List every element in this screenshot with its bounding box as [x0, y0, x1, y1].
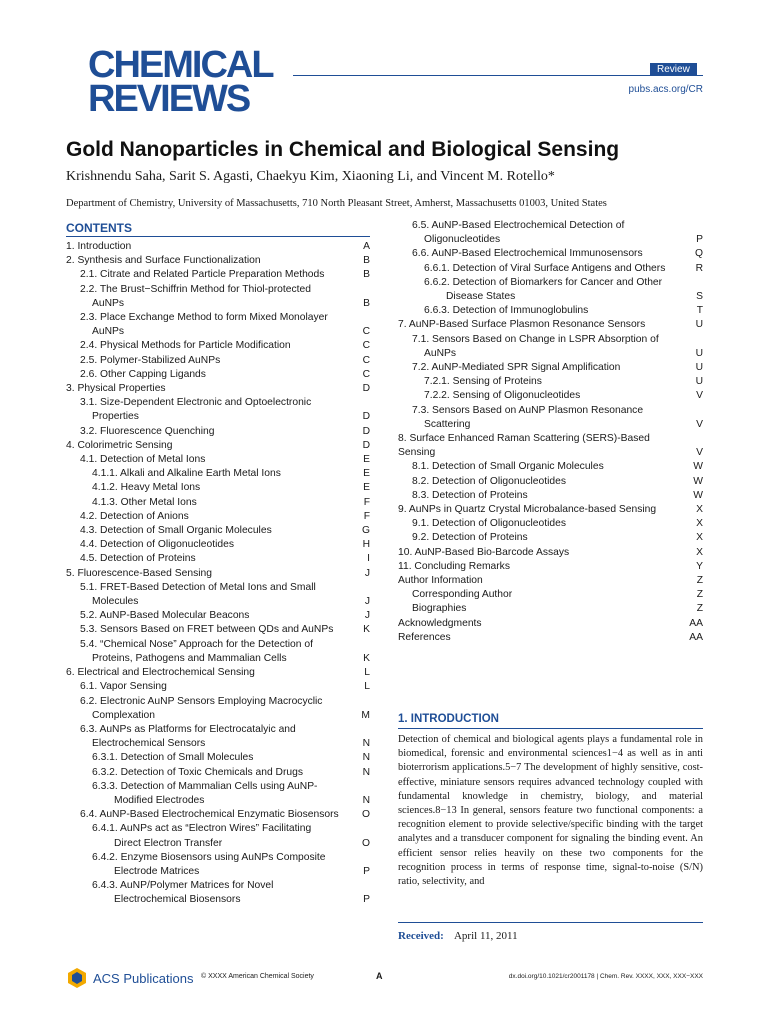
toc-entry[interactable] — [398, 617, 703, 631]
toc-entry-page: F — [363, 510, 370, 522]
received-date: April 11, 2011 — [453, 930, 518, 942]
toc-entry-page: AA — [689, 617, 703, 629]
toc-entry[interactable] — [66, 581, 370, 609]
toc-left-column — [66, 240, 370, 908]
journal-url[interactable]: pubs.acs.org/CR — [628, 84, 703, 95]
article-title: Gold Nanoparticles in Chemical and Biological Sensing — [66, 138, 620, 161]
toc-entry-title: 2.3. Place Exchange Method to form Mixed Monolayer AuNPs — [80, 312, 328, 338]
toc-entry-page: E — [363, 482, 370, 494]
toc-entry[interactable] — [398, 219, 703, 247]
toc-entry-title: 6.3. AuNPs as Platforms for Electrocatalyic and Electrochemical Sensors — [80, 723, 296, 750]
toc-entry-page: O — [361, 837, 370, 849]
toc-entry-page: I — [367, 553, 370, 565]
toc-entry-page: C — [362, 368, 370, 380]
doi-citation[interactable]: dx.doi.org/10.1021/cr2001178 | Chem. Rev. XXXX, XXX, XXX−XXX — [508, 973, 703, 980]
toc-entry-page: U — [695, 347, 703, 359]
toc-entry-title: 2.4. Physical Methods for Particle Modification — [80, 340, 291, 352]
toc-entry-title: 6.6.1. Detection of Viral Surface Antigens and Others — [424, 262, 666, 274]
toc-entry-title: 3.2. Fluorescence Quenching — [80, 425, 215, 437]
toc-entry-title: 9. AuNPs in Quartz Crystal Microbalance-based Sensing — [398, 504, 657, 516]
received-line — [398, 930, 518, 942]
toc-entry-title: 2.6. Other Capping Ligands — [80, 368, 206, 380]
toc-entry-title: Biographies — [412, 603, 467, 615]
toc-entry[interactable] — [398, 304, 703, 318]
toc-entry[interactable] — [66, 354, 370, 368]
toc-entry-page: P — [696, 234, 703, 246]
toc-entry[interactable] — [66, 481, 370, 495]
toc-entry[interactable] — [66, 453, 370, 467]
toc-entry-page: AA — [689, 631, 703, 643]
toc-entry-title: 4.1. Detection of Metal Ions — [80, 454, 206, 466]
toc-entry[interactable] — [66, 283, 370, 311]
copyright: © XXXX American Chemical Society — [201, 973, 314, 980]
toc-entry[interactable] — [66, 524, 370, 538]
toc-entry-page: D — [362, 425, 370, 437]
toc-entry-page: G — [361, 525, 370, 537]
toc-entry-title: 11. Concluding Remarks — [398, 560, 510, 572]
toc-entry[interactable] — [398, 631, 703, 645]
toc-entry-title: 5.1. FRET-Based Detection of Metal Ions and Small Molecules — [80, 581, 316, 608]
toc-entry-title: 4.1.2. Heavy Metal Ions — [92, 482, 201, 494]
toc-entry[interactable] — [66, 240, 370, 254]
toc-entry[interactable] — [66, 780, 370, 808]
toc-entry[interactable] — [66, 680, 370, 694]
toc-entry-page: P — [363, 894, 370, 906]
toc-entry-page: M — [361, 709, 370, 721]
toc-entry-page: S — [696, 291, 703, 303]
toc-entry[interactable] — [398, 361, 703, 375]
page-footer — [66, 966, 703, 990]
acs-hexagon-icon — [66, 967, 88, 989]
toc-entry[interactable] — [66, 396, 370, 424]
toc-entry-title: 8.1. Detection of Small Organic Molecules — [412, 461, 604, 473]
toc-entry[interactable] — [66, 311, 370, 339]
toc-entry-page: C — [362, 326, 370, 338]
toc-entry[interactable] — [398, 318, 703, 332]
review-badge: Review — [650, 63, 697, 76]
toc-entry-page: J — [364, 567, 370, 579]
toc-entry-title: 2.1. Citrate and Related Particle Preparation Methods — [80, 269, 325, 281]
toc-entry[interactable] — [66, 467, 370, 481]
received-label: Received: — [398, 930, 444, 942]
toc-entry[interactable] — [398, 389, 703, 403]
toc-entry-page: J — [364, 610, 370, 622]
toc-entry-page: N — [362, 766, 370, 778]
introduction-body: Detection of chemical and biological agents plays a fundamental role in biomedical, forensic and environmental sciences1−4 as well as in anti bioterrorism applications.5−7 The development of highly sensitive, cost-effective, miniature sensors requires advanced technology coupled with fundamental knowledge in chemistry, biology, and material sciences.8−13 In general, sensors feature two functional components: a recognition element to provide selective/specific binding with the target analytes and a transducer component for signaling the binding event. An efficient sensor relies heavily on these two components for the recognition process in terms of response time, signal-to-noise (S/N) ratio, selectivity, and — [398, 734, 703, 888]
toc-entry-page: Q — [694, 248, 703, 260]
toc-entry-page: Z — [696, 589, 703, 601]
toc-entry-page: K — [363, 652, 370, 664]
toc-entry-title: 7.2.1. Sensing of Proteins — [424, 376, 542, 388]
toc-entry[interactable] — [398, 404, 703, 432]
toc-entry-title: 9.2. Detection of Proteins — [412, 532, 528, 544]
toc-entry-page: Z — [696, 575, 703, 587]
toc-entry[interactable] — [398, 517, 703, 531]
toc-entry-page: W — [693, 461, 703, 473]
toc-entry[interactable] — [66, 425, 370, 439]
toc-entry-page: U — [695, 376, 703, 388]
toc-entry-title: 8.2. Detection of Oligonucleotides — [412, 475, 566, 487]
received-rule — [398, 922, 703, 923]
toc-entry[interactable] — [66, 609, 370, 623]
toc-entry[interactable] — [398, 262, 703, 276]
toc-entry-title: 4.4. Detection of Oligonucleotides — [80, 539, 234, 551]
affiliation: Department of Chemistry, University of Massachusetts, 710 North Pleasant Street, Amherst, Massachusetts 01003, United States — [66, 198, 607, 209]
toc-entry-page: E — [363, 454, 370, 466]
logo-line-2: REVIEWS — [88, 78, 250, 120]
toc-entry[interactable] — [66, 538, 370, 552]
toc-entry-title: 6.6.2. Detection of Biomarkers for Cancer and Other Disease States — [424, 276, 663, 303]
toc-entry-title: 10. AuNP-Based Bio-Barcode Assays — [398, 546, 570, 558]
toc-entry-title: 6. Electrical and Electrochemical Sensing — [66, 667, 255, 679]
toc-entry-title: 9.1. Detection of Oligonucleotides — [412, 518, 566, 530]
toc-entry[interactable] — [398, 333, 703, 361]
toc-entry[interactable] — [66, 623, 370, 637]
toc-entry-page: Z — [696, 603, 703, 615]
toc-entry-title: 3. Physical Properties — [66, 383, 166, 395]
toc-entry-page: W — [693, 489, 703, 501]
toc-entry-title: 3.1. Size-Dependent Electronic and Optoelectronic Properties — [80, 397, 312, 423]
toc-entry-title: Corresponding Author — [412, 589, 513, 601]
toc-entry-page: V — [696, 390, 703, 402]
toc-entry-title: 2. Synthesis and Surface Functionalization — [66, 255, 261, 267]
toc-entry-title: 4.2. Detection of Anions — [80, 510, 189, 522]
toc-entry-page: U — [695, 319, 703, 331]
toc-entry[interactable] — [398, 475, 703, 489]
toc-entry[interactable] — [398, 588, 703, 602]
toc-entry-page: T — [696, 305, 703, 317]
toc-entry[interactable] — [398, 460, 703, 474]
toc-entry-title: 6.4. AuNP-Based Electrochemical Enzymatic Biosensors — [80, 809, 339, 821]
toc-entry-title: 6.5. AuNP-Based Electrochemical Detection of Oligonucleotides — [412, 220, 625, 246]
toc-entry[interactable] — [398, 560, 703, 574]
toc-entry-page: B — [363, 269, 370, 281]
toc-entry[interactable] — [398, 247, 703, 261]
toc-entry-title: 2.2. The Brust−Schiffrin Method for Thiol-protected AuNPs — [80, 283, 311, 309]
toc-entry-title: 7.2. AuNP-Mediated SPR Signal Amplification — [412, 362, 621, 374]
toc-entry-page: W — [693, 475, 703, 487]
toc-entry[interactable] — [66, 766, 370, 780]
toc-entry[interactable] — [398, 503, 703, 517]
toc-entry-page: N — [362, 752, 370, 764]
toc-entry-title: 6.3.3. Detection of Mammalian Cells using AuNP-Modified Electrodes — [92, 780, 318, 806]
toc-entry[interactable] — [66, 439, 370, 453]
toc-entry-title: 6.4.2. Enzyme Biosensors using AuNPs Composite Electrode Matrices — [92, 851, 326, 877]
toc-right-column — [398, 219, 703, 645]
toc-entry-page: D — [362, 411, 370, 423]
toc-entry-title: 6.3.1. Detection of Small Molecules — [92, 752, 254, 764]
contents-heading: CONTENTS — [66, 221, 132, 235]
toc-entry[interactable] — [66, 567, 370, 581]
toc-entry-title: 6.1. Vapor Sensing — [80, 681, 167, 693]
logo-line-1: CHEMICAL — [88, 44, 273, 86]
toc-entry[interactable] — [398, 602, 703, 616]
toc-entry-page: N — [362, 794, 370, 806]
toc-entry-page: L — [364, 681, 370, 693]
toc-entry-page: Y — [696, 560, 703, 572]
toc-entry[interactable] — [398, 432, 703, 460]
toc-entry-title: 4.5. Detection of Proteins — [80, 553, 196, 565]
toc-entry-page: D — [362, 383, 370, 395]
toc-entry-title: 7.3. Sensors Based on AuNP Plasmon Resonance Scattering — [412, 404, 644, 430]
toc-entry-page: H — [362, 539, 370, 551]
toc-entry-page: C — [362, 340, 370, 352]
toc-entry-page: O — [361, 809, 370, 821]
toc-entry-title: 5.4. “Chemical Nose” Approach for the Detection of Proteins, Pathogens and Mammalian Cells — [80, 638, 313, 664]
toc-entry-title: 5.3. Sensors Based on FRET between QDs and AuNPs — [80, 624, 334, 636]
toc-entry-page: D — [362, 439, 370, 451]
introduction-rule — [398, 728, 703, 729]
header-rule — [293, 75, 703, 76]
toc-entry[interactable] — [398, 574, 703, 588]
toc-entry[interactable] — [66, 510, 370, 524]
toc-entry-page: B — [363, 255, 370, 267]
toc-entry-title: Acknowledgments — [398, 617, 482, 629]
toc-entry-title: 6.6. AuNP-Based Electrochemical Immunosensors — [412, 248, 643, 260]
toc-entry-title: 6.2. Electronic AuNP Sensors Employing Macrocyclic Complexation — [80, 695, 323, 721]
author-list: Krishnendu Saha, Sarit S. Agasti, Chaekyu Kim, Xiaoning Li, and Vincent M. Rotello* — [66, 169, 555, 184]
toc-entry[interactable] — [66, 254, 370, 268]
toc-entry-page: J — [364, 596, 370, 608]
toc-entry[interactable] — [66, 666, 370, 680]
acs-publications-logo — [66, 966, 193, 990]
toc-entry-title: 8.3. Detection of Proteins — [412, 489, 528, 501]
toc-entry-title: References — [398, 631, 451, 643]
toc-entry-title: 5. Fluorescence-Based Sensing — [66, 567, 212, 579]
toc-entry-page: R — [695, 262, 703, 274]
toc-entry-title: 6.6.3. Detection of Immunoglobulins — [424, 305, 589, 317]
toc-entry-page: E — [363, 468, 370, 480]
toc-entry-title: 6.3.2. Detection of Toxic Chemicals and Drugs — [92, 766, 304, 778]
toc-entry-page: P — [363, 865, 370, 877]
toc-entry-page: F — [363, 496, 370, 508]
toc-entry-title: 6.4.3. AuNP/Polymer Matrices for Novel Electrochemical Biosensors — [92, 880, 274, 906]
toc-entry[interactable] — [66, 368, 370, 382]
toc-entry[interactable] — [66, 879, 370, 907]
toc-entry[interactable] — [66, 339, 370, 353]
contents-rule — [66, 236, 370, 237]
toc-entry-title: 1. Introduction — [66, 241, 132, 252]
toc-entry-title: 4.1.3. Other Metal Ions — [92, 496, 197, 508]
toc-entry-page: K — [363, 624, 370, 636]
toc-entry[interactable] — [66, 723, 370, 751]
toc-entry-page: B — [363, 297, 370, 309]
publisher-name: ACS Publications — [93, 970, 194, 986]
toc-entry-page: V — [696, 447, 703, 459]
toc-entry-title: 4.3. Detection of Small Organic Molecules — [80, 525, 272, 537]
toc-entry[interactable] — [66, 638, 370, 666]
toc-entry[interactable] — [66, 851, 370, 879]
toc-entry-page: X — [696, 532, 703, 544]
toc-entry[interactable] — [66, 822, 370, 850]
toc-entry-title: 4.1.1. Alkali and Alkaline Earth Metal Ions — [92, 468, 281, 480]
toc-entry[interactable] — [66, 808, 370, 822]
toc-entry[interactable] — [66, 695, 370, 723]
toc-entry[interactable] — [66, 552, 370, 566]
toc-entry-page: X — [696, 546, 703, 558]
toc-entry-title: 7.1. Sensors Based on Change in LSPR Absorption of AuNPs — [412, 333, 659, 359]
toc-entry[interactable] — [66, 268, 370, 282]
toc-entry-page: U — [695, 362, 703, 374]
toc-entry-page: N — [362, 738, 370, 750]
toc-entry-title: 7. AuNP-Based Surface Plasmon Resonance Sensors — [398, 319, 646, 331]
toc-entry-title: 4. Colorimetric Sensing — [66, 439, 173, 451]
toc-entry-title: 8. Surface Enhanced Raman Scattering (SERS)-Based Sensing — [398, 433, 650, 459]
toc-entry[interactable] — [66, 496, 370, 510]
toc-entry-page: L — [364, 667, 370, 679]
toc-entry-page: C — [362, 354, 370, 366]
toc-entry-title: Author Information — [398, 575, 483, 587]
toc-entry[interactable] — [398, 375, 703, 389]
toc-entry-page: A — [363, 241, 370, 252]
toc-entry-title: 5.2. AuNP-Based Molecular Beacons — [80, 610, 250, 622]
toc-entry-page: V — [696, 418, 703, 430]
toc-entry-page: X — [696, 504, 703, 516]
toc-entry-page: X — [696, 518, 703, 530]
toc-entry[interactable] — [398, 531, 703, 545]
journal-logo — [88, 44, 273, 120]
toc-entry-title: 7.2.2. Sensing of Oligonucleotides — [424, 390, 581, 402]
toc-entry-title: 2.5. Polymer-Stabilized AuNPs — [80, 354, 221, 366]
toc-entry[interactable] — [398, 546, 703, 560]
toc-entry-title: 6.4.1. AuNPs act as “Electron Wires” Facilitating Direct Electron Transfer — [92, 823, 312, 849]
toc-entry[interactable] — [66, 382, 370, 396]
toc-entry[interactable] — [398, 489, 703, 503]
introduction-heading: 1. INTRODUCTION — [398, 713, 499, 725]
toc-entry[interactable] — [398, 276, 703, 304]
toc-entry[interactable] — [66, 751, 370, 765]
page-number: A — [376, 971, 383, 981]
